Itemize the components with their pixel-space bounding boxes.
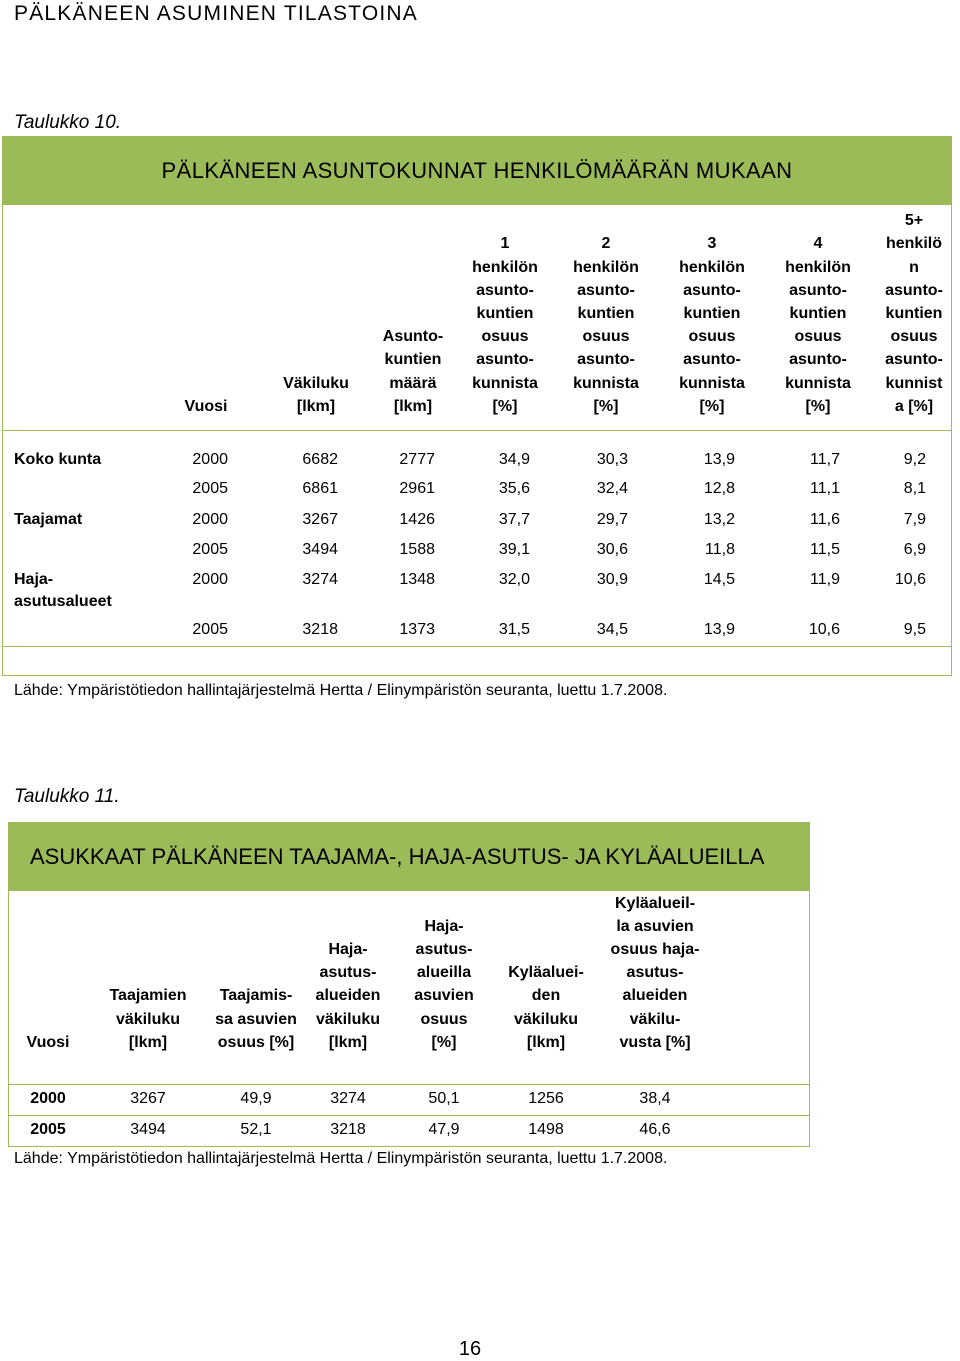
table10-cell: 11,5 bbox=[810, 541, 840, 558]
table11 bbox=[8, 822, 810, 1147]
table10-cell: 6,9 bbox=[903, 541, 926, 558]
table11-title: ASUKKAAT PÄLKÄNEEN TAAJAMA-, HAJA-ASUTUS- JA KYLÄALUEILLA bbox=[8, 822, 810, 891]
table11-col-header-line: väkiluku bbox=[115, 1010, 181, 1028]
table10-cell: 12,8 bbox=[703, 480, 735, 497]
table11-col-header-line: den bbox=[531, 987, 561, 1005]
table10-col-header-8 bbox=[874, 209, 954, 418]
table11-col-header-line: Haja- bbox=[424, 917, 464, 935]
table11-col-header-line: [lkm] bbox=[128, 1033, 168, 1051]
table11-row-year: 2000 bbox=[30, 1090, 66, 1107]
table10-cell: 10,6 bbox=[808, 621, 840, 638]
table10-cell: 31,5 bbox=[498, 621, 530, 638]
table10-cell: 34,9 bbox=[498, 451, 530, 468]
table10-cell: 2005 bbox=[192, 541, 228, 558]
table10-col-header-line: henkilön bbox=[679, 258, 745, 276]
table11-cell: 3267 bbox=[130, 1090, 166, 1107]
table10-col-header-line: 3 bbox=[707, 235, 717, 253]
table10-col-header-line: n bbox=[909, 258, 919, 276]
table11-col-header-3 bbox=[206, 984, 306, 1054]
table10-row-label: Haja- asutusalueet bbox=[14, 571, 112, 610]
table11-col-header-4 bbox=[303, 938, 393, 1054]
table10-col-header-5 bbox=[556, 232, 656, 418]
table10-col-header-line: asunto- bbox=[885, 281, 943, 299]
table10-cell: 2005 bbox=[192, 480, 228, 497]
table11-cell: 50,1 bbox=[428, 1090, 460, 1107]
table10-cell: 1373 bbox=[399, 621, 435, 638]
table11-col-header-line: osuus haja- bbox=[610, 941, 700, 958]
table11-col-header-line: Taajamis- bbox=[219, 987, 293, 1005]
table10-cell: 32,4 bbox=[596, 480, 628, 497]
table10-cell: 6682 bbox=[302, 451, 338, 468]
table10-row-label: Taajamat bbox=[14, 511, 83, 528]
table10-cell: 3494 bbox=[302, 541, 338, 558]
table10-col-header-line: kunnista bbox=[679, 374, 745, 392]
table10-cell: 3218 bbox=[302, 621, 338, 638]
table10-col-header-line: a [%] bbox=[894, 397, 934, 415]
table10-col-header-line: kuntien bbox=[476, 305, 534, 322]
table10-body-separator bbox=[2, 646, 952, 647]
table11-cell: 38,4 bbox=[639, 1090, 671, 1107]
table10-col-header-line: kuntien bbox=[789, 305, 847, 322]
table10-cell: 10,6 bbox=[894, 571, 926, 588]
table11-row-year: 2005 bbox=[30, 1121, 66, 1138]
table10-col-header-line: kunnista bbox=[573, 374, 639, 392]
table10-cell: 39,1 bbox=[498, 541, 530, 558]
table10-cell: 1588 bbox=[399, 541, 435, 558]
table10-col-header-line: kuntien bbox=[885, 305, 943, 322]
table10-col-header-line: Väkiluku bbox=[283, 374, 349, 392]
table10-col-header-line: määrä bbox=[389, 374, 437, 392]
table10-col-header-line: 5+ bbox=[904, 212, 924, 230]
table11-col-header-line: väkilu- bbox=[629, 1010, 681, 1028]
table11-col-header-line: osuus [%] bbox=[217, 1033, 295, 1051]
table11-col-header-line: asutus- bbox=[415, 941, 473, 958]
table10-col-header-line: kuntien bbox=[384, 351, 442, 369]
table10-col-header-line: osuus bbox=[582, 328, 630, 346]
table10-cell: 2000 bbox=[192, 571, 228, 588]
table10-col-header-line: kunnista bbox=[472, 374, 538, 392]
page-number: 16 bbox=[458, 1338, 482, 1360]
table11-col-header-line: alueilla bbox=[416, 964, 472, 982]
table11-col-header-line: väkiluku bbox=[513, 1010, 579, 1028]
table11-row-separator bbox=[8, 1115, 810, 1116]
table10-col-header-line: Vuosi bbox=[184, 397, 228, 415]
table10-cell: 34,5 bbox=[596, 621, 628, 638]
table10-cell: 3267 bbox=[302, 511, 338, 528]
table10-col-header-3 bbox=[368, 325, 458, 418]
table11-cell: 3218 bbox=[330, 1121, 366, 1138]
table11-cell: 49,9 bbox=[240, 1090, 272, 1107]
table10-col-header-7 bbox=[768, 232, 868, 418]
table10-col-header-line: henkilö bbox=[885, 235, 942, 253]
table11-col-header-line: la asuvien bbox=[616, 917, 694, 935]
table10-col-header-line: asunto- bbox=[683, 351, 741, 369]
table10-cell: 8,1 bbox=[903, 480, 926, 497]
table10-cell: 32,0 bbox=[498, 571, 530, 588]
table10-col-header-line: asunto- bbox=[476, 351, 534, 369]
table10-cell: 13,9 bbox=[703, 621, 735, 638]
table11-col-header-line: Vuosi bbox=[26, 1033, 70, 1051]
table10-col-header-line: Asunto- bbox=[382, 328, 444, 346]
table11-cell: 47,9 bbox=[428, 1121, 460, 1138]
page-header: PÄLKÄNEEN ASUMINEN TILASTOINA bbox=[14, 2, 418, 25]
table11-source: Lähde: Ympäristötiedon hallintajärjestelmä Hertta / Elinympäristön seuranta, luettu 1.7.2008. bbox=[14, 1150, 668, 1167]
table10-cell: 2000 bbox=[192, 451, 228, 468]
table11-cell: 1256 bbox=[528, 1090, 564, 1107]
table10-col-header-2 bbox=[271, 372, 361, 418]
table10-cell: 3274 bbox=[302, 571, 338, 588]
table10-col-header-line: asunto- bbox=[577, 281, 635, 299]
table10-col-header-line: kunnist bbox=[885, 374, 943, 392]
table10-col-header-line: kuntien bbox=[577, 305, 635, 322]
table10 bbox=[2, 136, 952, 676]
table11-col-header-7 bbox=[595, 892, 715, 1054]
table11-cell: 46,6 bbox=[639, 1121, 671, 1138]
table10-cell: 2000 bbox=[192, 511, 228, 528]
table10-col-header-line: osuus bbox=[481, 328, 529, 346]
table10-source: Lähde: Ympäristötiedon hallintajärjestelmä Hertta / Elinympäristön seuranta, luettu 1.7.2008. bbox=[14, 682, 668, 699]
table10-col-header-line: kuntien bbox=[683, 305, 741, 322]
table11-header-separator bbox=[8, 1084, 810, 1085]
table11-col-header-line: Kyläalueil- bbox=[614, 894, 696, 912]
table10-cell: 1348 bbox=[399, 571, 435, 588]
table10-col-header-line: henkilön bbox=[472, 258, 538, 276]
table11-cell: 52,1 bbox=[240, 1121, 272, 1138]
table10-col-header-1 bbox=[166, 395, 246, 418]
table10-cell: 11,9 bbox=[810, 571, 840, 588]
table10-cell: 11,8 bbox=[705, 541, 735, 558]
table11-col-header-line: asutus- bbox=[319, 964, 377, 982]
table10-cell: 1426 bbox=[399, 511, 435, 528]
table10-col-header-line: [lkm] bbox=[296, 397, 336, 415]
table10-col-header-line: osuus bbox=[688, 328, 736, 346]
table10-caption: Taulukko 10. bbox=[14, 112, 122, 133]
table10-col-header-line: osuus bbox=[794, 328, 842, 346]
table11-col-header-6 bbox=[496, 961, 596, 1054]
table11-cell: 3274 bbox=[330, 1090, 366, 1107]
table11-col-header-1 bbox=[13, 1031, 83, 1054]
table11-caption: Taulukko 11. bbox=[14, 786, 120, 807]
table10-col-header-line: kunnista bbox=[785, 374, 851, 392]
table10-col-header-line: 4 bbox=[813, 235, 823, 253]
table11-col-header-line: Haja- bbox=[328, 941, 368, 958]
table10-cell: 2005 bbox=[192, 621, 228, 638]
table10-col-header-6 bbox=[662, 232, 762, 418]
table10-cell: 11,7 bbox=[810, 451, 840, 468]
table11-cell: 3494 bbox=[130, 1121, 166, 1138]
table10-title: PÄLKÄNEEN ASUNTOKUNNAT HENKILÖMÄÄRÄN MUKAAN bbox=[2, 136, 952, 205]
table10-cell: 2777 bbox=[399, 451, 435, 468]
table10-col-header-line: [%] bbox=[593, 397, 619, 415]
table10-col-header-line: asunto- bbox=[789, 281, 847, 299]
table10-cell: 30,9 bbox=[596, 571, 628, 588]
table11-col-header-line: [lkm] bbox=[526, 1033, 566, 1051]
table10-col-header-line: asunto- bbox=[683, 281, 741, 299]
table10-col-header-line: asunto- bbox=[476, 281, 534, 299]
table10-header-separator bbox=[2, 430, 952, 431]
table10-col-header-line: [%] bbox=[805, 397, 831, 415]
table10-col-header-line: asunto- bbox=[789, 351, 847, 369]
table11-col-header-line: alueiden bbox=[622, 987, 688, 1005]
table11-col-header-line: Kyläaluei- bbox=[508, 964, 584, 982]
table11-col-header-line: alueiden bbox=[315, 987, 381, 1005]
table11-col-header-line: osuus bbox=[420, 1010, 468, 1028]
table10-cell: 14,5 bbox=[703, 571, 735, 588]
table10-cell: 11,6 bbox=[810, 511, 840, 528]
table10-cell: 29,7 bbox=[596, 511, 628, 528]
table11-col-header-line: [%] bbox=[431, 1033, 457, 1051]
table10-cell: 13,2 bbox=[703, 511, 735, 528]
table10-col-header-line: 1 bbox=[500, 235, 510, 253]
table10-row-label: Koko kunta bbox=[14, 451, 102, 468]
table10-cell: 11,1 bbox=[810, 480, 840, 497]
table10-cell: 6861 bbox=[302, 480, 338, 497]
table11-col-header-line: sa asuvien bbox=[215, 1010, 297, 1028]
table10-col-header-line: [lkm] bbox=[393, 397, 433, 415]
table10-col-header-line: asunto- bbox=[885, 351, 943, 369]
table10-col-header-line: osuus bbox=[890, 328, 938, 346]
table10-col-header-line: [%] bbox=[699, 397, 725, 415]
table10-cell: 13,9 bbox=[703, 451, 735, 468]
table10-col-header-line: henkilön bbox=[785, 258, 851, 276]
table11-col-header-5 bbox=[399, 915, 489, 1054]
table11-col-header-2 bbox=[98, 984, 198, 1054]
table11-col-header-line: asutus- bbox=[626, 964, 684, 982]
table10-cell: 7,9 bbox=[903, 511, 926, 528]
table11-cell: 1498 bbox=[528, 1121, 564, 1138]
table10-cell: 9,2 bbox=[903, 451, 926, 468]
table10-col-header-line: [%] bbox=[492, 397, 518, 415]
table10-col-header-line: henkilön bbox=[573, 258, 639, 276]
table10-col-header-line: 2 bbox=[601, 235, 611, 253]
table10-cell: 30,3 bbox=[596, 451, 628, 468]
table11-col-header-line: vusta [%] bbox=[619, 1033, 691, 1051]
table11-col-header-line: [lkm] bbox=[328, 1033, 368, 1051]
table10-cell: 9,5 bbox=[903, 621, 926, 638]
table10-cell: 35,6 bbox=[498, 480, 530, 497]
table10-col-header-4 bbox=[455, 232, 555, 418]
table11-col-header-line: asuvien bbox=[414, 987, 474, 1005]
table11-col-header-line: väkiluku bbox=[315, 1010, 381, 1028]
table11-col-header-line: Taajamien bbox=[109, 987, 187, 1005]
table10-cell: 2961 bbox=[399, 480, 435, 497]
table10-col-header-line: asunto- bbox=[577, 351, 635, 369]
table10-cell: 37,7 bbox=[498, 511, 530, 528]
table10-cell: 30,6 bbox=[596, 541, 628, 558]
